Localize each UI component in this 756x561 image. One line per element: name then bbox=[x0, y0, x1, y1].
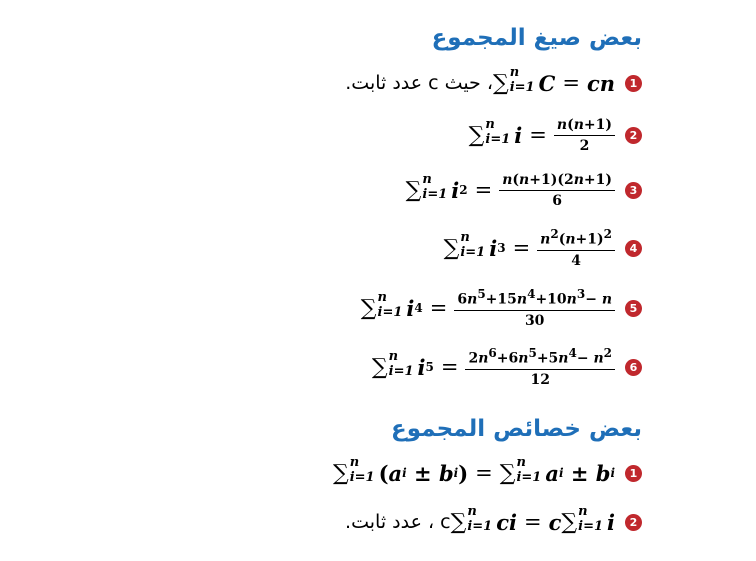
formula-row-5 bbox=[361, 288, 642, 328]
formula-row-3 bbox=[406, 170, 642, 210]
formula-row-4 bbox=[444, 228, 642, 268]
number-badge: 3 bbox=[625, 182, 642, 199]
number-badge: 5 bbox=[625, 300, 642, 317]
number-badge: 2 bbox=[625, 127, 642, 144]
property-2-note: c ، عدد ثابت. bbox=[345, 511, 451, 533]
formula-4: ∑ n i=1 i 3 = $\frac{n^2(n+1)^2}{4}$ bbox=[444, 227, 615, 269]
property-row-2 bbox=[337, 502, 642, 542]
formula-2: ∑ n i=1 i = $\frac{n(n+1)}{2}$ bbox=[469, 117, 615, 154]
number-badge: 2 bbox=[625, 514, 642, 531]
formula-1: ∑ n i=1 C = cn bbox=[492, 65, 615, 96]
formula-1-note: ، حيث c عدد ثابت. bbox=[345, 72, 493, 94]
number-badge: 6 bbox=[625, 359, 642, 376]
formula-6: ∑ n i=1 i 5 = $\frac{2n^6+6n^5+5n^4- n^2}{12}$ bbox=[372, 346, 615, 388]
formula-row-6 bbox=[372, 347, 642, 387]
property-1: ∑ n i=1 ( a i ± b i ) = ∑ n i=1 a i ± b i bbox=[332, 455, 615, 486]
property-2: ∑ n i=1 ci = c ∑ n i=1 i bbox=[450, 504, 615, 535]
section-title-properties: بعض خصائص المجموع bbox=[391, 416, 642, 442]
formula-row-1 bbox=[337, 63, 642, 103]
section-title-formulas: بعض صيغ المجموع bbox=[431, 25, 642, 51]
number-badge: 1 bbox=[625, 465, 642, 482]
number-badge: 1 bbox=[625, 75, 642, 92]
formula-3: ∑ n i=1 i 2 = $\frac{n(n+1)(2n+1)}{6}$ bbox=[406, 172, 615, 209]
number-badge: 4 bbox=[625, 240, 642, 257]
formula-5: ∑ n i=1 i 4 = $\frac{6n^5+15n^4+10n^3- n}{30}$ bbox=[361, 287, 615, 329]
formula-row-2 bbox=[469, 115, 642, 155]
property-row-1 bbox=[333, 453, 642, 493]
